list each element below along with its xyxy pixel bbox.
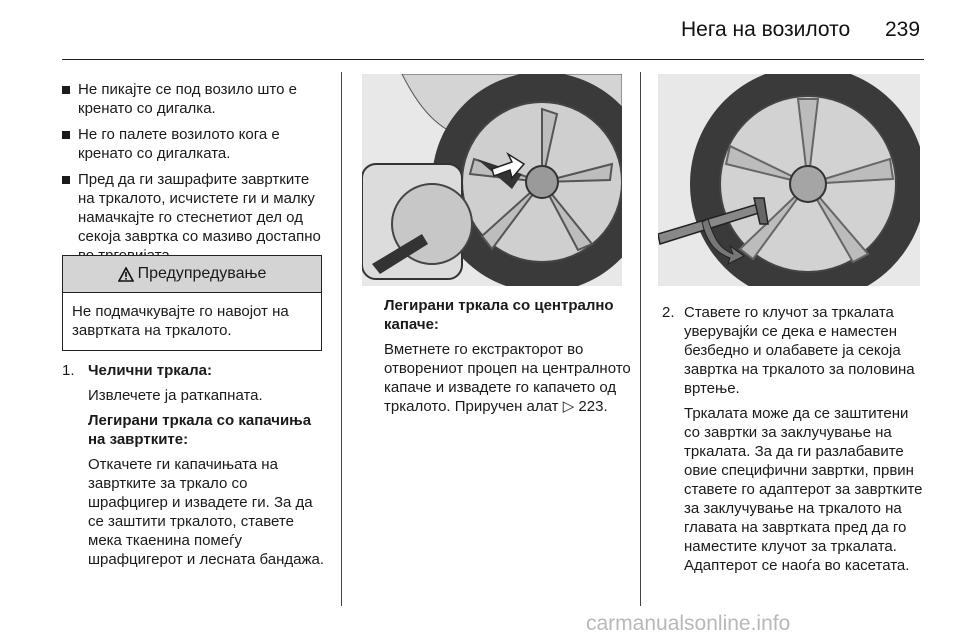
safety-bullet-list xyxy=(62,80,330,265)
middle-column xyxy=(384,296,636,416)
wheel-wrench-drawing xyxy=(658,74,920,286)
left-column xyxy=(62,80,330,272)
warning-header xyxy=(63,256,321,293)
center-cap-removal-illustration xyxy=(362,74,622,286)
header-divider xyxy=(62,59,924,60)
step-2-text-2: Тркалата може да се заштитени со завртки за заклучување на тркалата. За да ги разлабавите овие специфични завртки, првин ставете го адаптерот за завртките за заклучување на тркалото на главата на завртката пред да го наместите клучот за тркалата. Адаптерот се наоѓа во касетата. xyxy=(684,405,923,574)
warning-text: Не подмачкувајте го навојот на завртката на тркалото. xyxy=(72,303,289,339)
warning-triangle-icon xyxy=(118,267,134,282)
center-cap-text: Вметнете го екстракторот во отворениот процеп на централното капаче и извадете го капачето од тркалото. Приручен алат ▷ 223. xyxy=(384,341,631,415)
step-2-number: 2. xyxy=(662,304,675,321)
bullet-square-icon xyxy=(62,86,70,94)
warning-title: Предупредување xyxy=(137,265,267,282)
center-cap-heading: Легирани тркала со централно капаче: xyxy=(384,297,614,333)
warning-box xyxy=(62,255,322,351)
step-1-subtext: Откачете ги капачињата на завртките за тркало со шрафцигер и извадете ги. За да се заштити тркалото, ставете мека ткаенина помеѓу шрафцигерот и лесната бандажа. xyxy=(88,456,325,568)
watermark-text: carmanualsonline.info xyxy=(586,612,791,635)
bullet-item: Пред да ги зашрафите завртките на тркалото, исчистете ги и малку намачкајте го стеснетиот дел од секоја завртка со мазиво достапно xyxy=(62,170,330,265)
step-2-text: Ставете го клучот за тркалата уверувајќи се дека е наместен безбедно и олабавете ја секоја завртка на тркалото за половина вртење. xyxy=(684,304,915,397)
page-header xyxy=(0,0,960,62)
page-reference-arrow-icon: ▷ xyxy=(562,398,575,415)
bullet-item: Не пикајте се под возило што е кренато со дигалка. xyxy=(62,80,330,118)
step-1-heading: Челични тркала: xyxy=(88,362,213,379)
wheel-center-cap-drawing xyxy=(362,74,622,286)
bullet-item: Не го палете возилото кога е кренато со дигалката. xyxy=(62,125,330,163)
column-divider-right xyxy=(640,72,641,606)
bullet-square-icon xyxy=(62,131,70,139)
step-1-text: Извлечете ја раткапната. xyxy=(88,387,263,404)
step-1-subheading: Легирани тркала со капачиња на завртките: xyxy=(88,412,312,448)
page-number: 239 xyxy=(885,18,921,41)
step-1 xyxy=(62,361,328,569)
column-divider-left xyxy=(341,72,342,606)
step-2 xyxy=(662,303,924,575)
bullet-square-icon xyxy=(62,176,70,184)
step-1-number: 1. xyxy=(62,362,75,379)
page-reference[interactable]: 223. xyxy=(578,398,608,415)
page-title: Нега на возилото xyxy=(681,18,851,41)
wheel-wrench-illustration xyxy=(658,74,920,286)
